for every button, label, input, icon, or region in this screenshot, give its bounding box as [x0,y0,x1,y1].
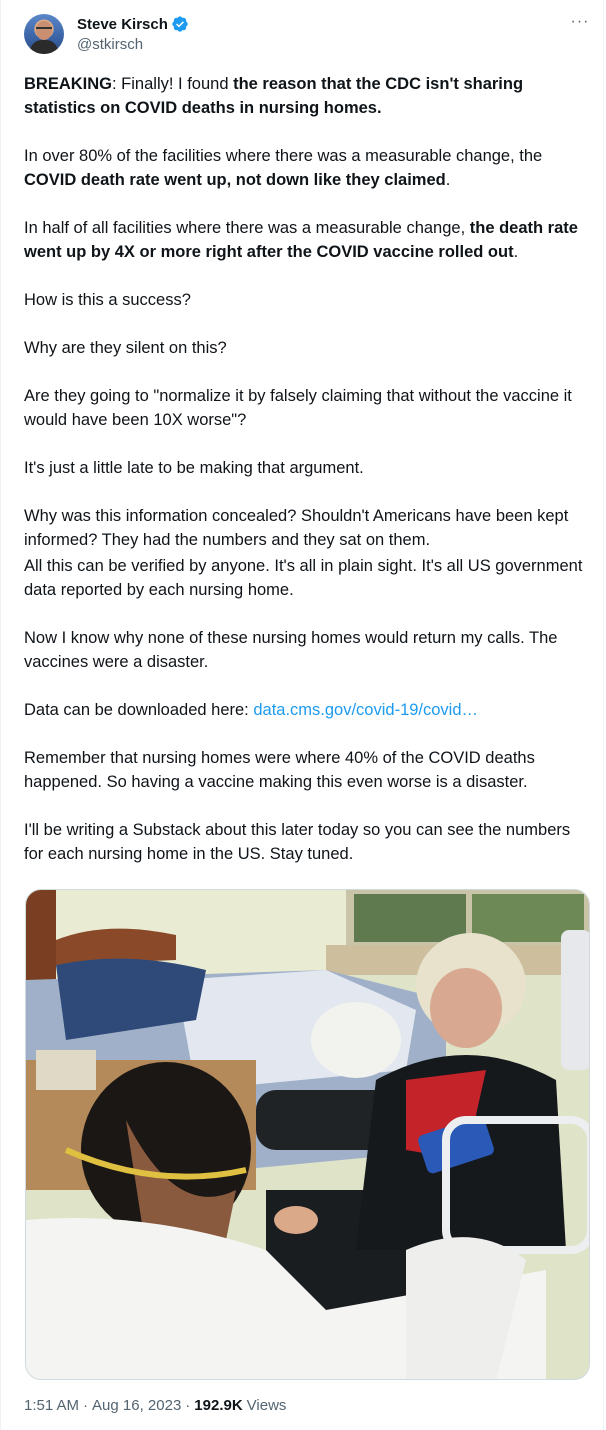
paragraph-6: Are they going to "normalize it by falsely claiming that without the vaccine it would have been 10X worse"? [24,387,572,429]
tweet-date[interactable]: Aug 16, 2023 [92,1397,182,1414]
p3-end: . [513,243,519,261]
tweet-meta [24,1397,286,1414]
paragraph-11 [24,698,586,722]
tweet-photo[interactable] [25,889,590,1380]
paragraph-7: It's just a little late to be making that argument. [24,459,364,477]
p2-end: . [445,171,451,189]
avatar[interactable] [24,14,64,54]
verified-badge-icon [171,15,189,33]
avatar-shirt [30,40,58,54]
paragraph-10: Now I know why none of these nursing homes would return my calls. The vaccines were a disaster. [24,629,558,671]
p3-bold: the death rate went up by 4X or more right after the COVID vaccine rolled out [24,219,578,261]
data-download-link[interactable]: data.cms.gov/covid-19/covid… [253,701,479,719]
views-label: Views [246,1397,287,1414]
tweet-text [24,72,586,866]
paragraph-9: All this can be verified by anyone. It's all in plain sight. It's all US government data reported by each nursing home. [24,557,583,599]
meta-separator: · [83,1397,89,1414]
nursing-home-photo [26,890,590,1380]
p2-bold: COVID death rate went up, not down like they claimed [24,171,446,189]
views-count: 192.9K [194,1397,243,1414]
paragraph-4: How is this a success? [24,291,191,309]
p11-text: Data can be downloaded here: [24,701,254,719]
more-options-icon[interactable]: ··· [570,13,590,30]
breaking-label: BREAKING [24,75,113,93]
paragraph-5: Why are they silent on this? [24,339,227,357]
avatar-glasses [36,27,52,31]
p2-text: In over 80% of the facilities where there was a measurable change, the [24,147,543,165]
tweet-time[interactable]: 1:51 AM [24,1397,80,1414]
paragraph-1 [24,72,586,120]
author-handle[interactable]: @stkirsch [77,36,144,53]
paragraph-12: Remember that nursing homes were where 40% of the COVID deaths happened. So having a vaccine making this even worse is a disaster. [24,749,535,791]
p1-bold: the reason that the CDC isn't sharing statistics on COVID deaths in nursing homes. [24,75,524,117]
author-name[interactable]: Steve Kirsch [77,15,168,33]
p1-text: : Finally! I found [112,75,234,93]
author-name-row [77,15,189,33]
paragraph-13: I'll be writing a Substack about this later today so you can see the numbers for each nursing home in the US. Stay tuned. [24,821,571,863]
paragraph-3 [24,216,586,264]
p3-text: In half of all facilities where there was a measurable change, [24,219,470,237]
paragraph-8: Why was this information concealed? Shouldn't Americans have been kept informed? They had the numbers and they sat on them. [24,507,569,549]
paragraph-2 [24,144,586,192]
meta-separator-2: · [185,1397,191,1414]
